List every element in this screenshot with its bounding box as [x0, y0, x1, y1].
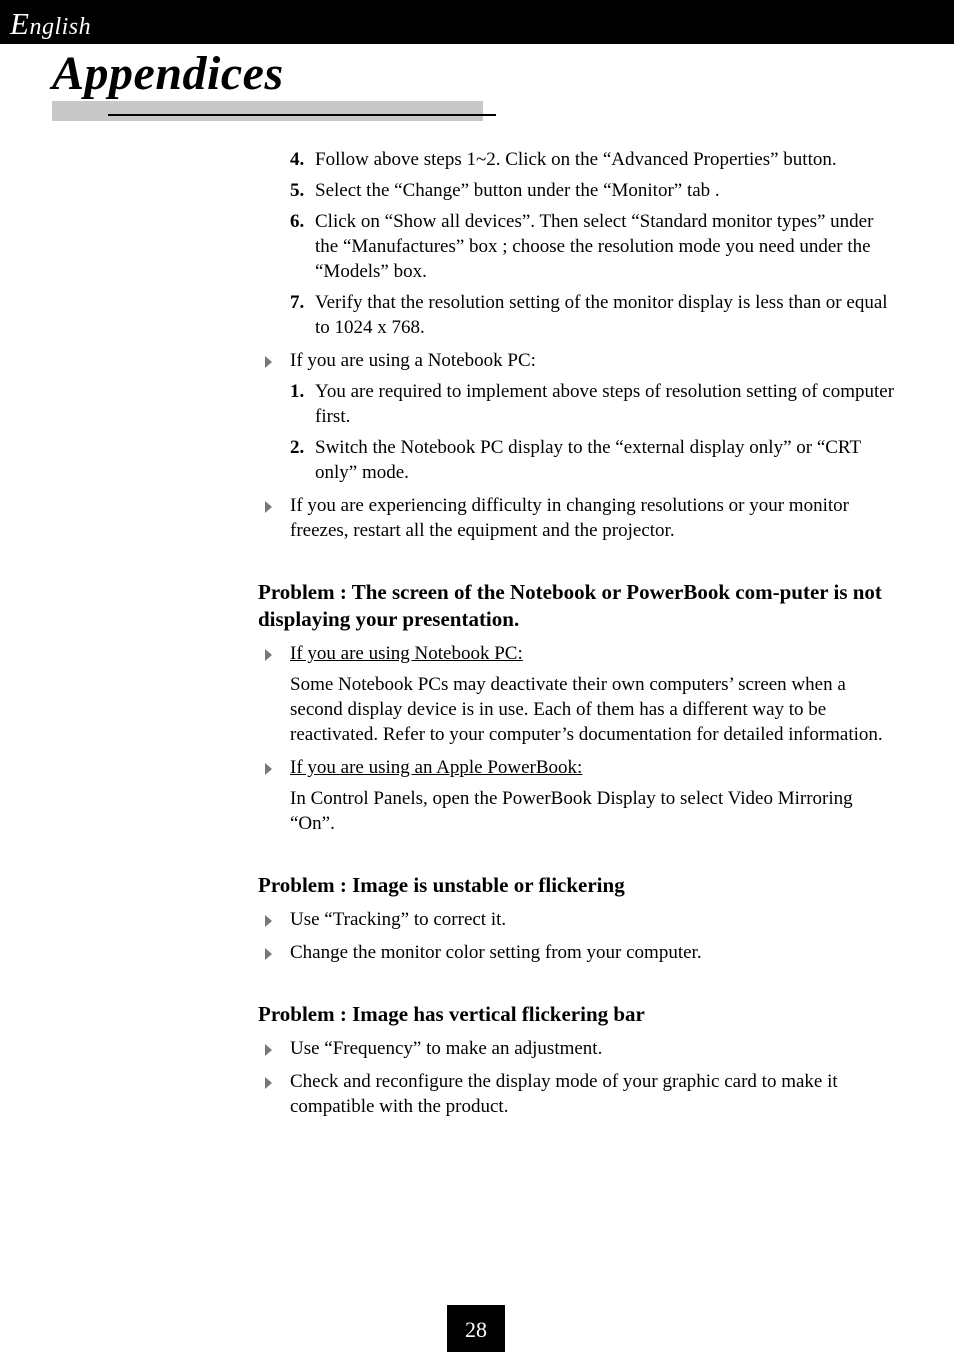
page-title: Appendices	[52, 47, 284, 100]
bullet-item: If you are using Notebook PC:	[258, 641, 898, 666]
bullet-arrow-icon	[265, 763, 272, 775]
step-item: 5. Select the “Change” button under the “Monitor” tab .	[290, 180, 720, 201]
bullet-item: If you are experiencing difficulty in changing resolutions or your monitor freezes, restart all the equipment and the projector.	[258, 493, 898, 543]
step-item: 1. You are required to implement above steps of resolution setting of computer first.	[290, 381, 895, 427]
bullet-arrow-icon	[265, 948, 272, 960]
bullet-arrow-icon	[265, 1044, 272, 1056]
bullet-arrow-icon	[265, 1077, 272, 1089]
bullet-item: Change the monitor color setting from your computer.	[258, 940, 898, 965]
header-bar	[0, 0, 954, 44]
page-number: 28	[447, 1305, 505, 1352]
bullet-item: Use “Frequency” to make an adjustment.	[258, 1036, 898, 1061]
paragraph: Some Notebook PCs may deactivate their own computers’ screen when a second display device is in use. Each of them has a different way to be reactivated. Refer to your computer’s documentation for detailed information.	[290, 674, 883, 745]
bullet-item: Use “Tracking” to correct it.	[258, 907, 898, 932]
bullet-arrow-icon	[265, 915, 272, 927]
step-item: 2. Switch the Notebook PC display to the “external display only” or “CRT only” mode.	[290, 437, 861, 483]
problem-heading: Problem : Image is unstable or flickering	[258, 873, 625, 897]
step-item: 6. Click on “Show all devices”. Then select “Standard monitor types” under the “Manufactures” box ; choose the resolution mode you need under the “Models” box.	[290, 211, 874, 282]
language-label: English	[10, 6, 92, 41]
title-underline-bar	[52, 101, 483, 121]
problem-heading: Problem : Image has vertical flickering bar	[258, 1002, 645, 1026]
step-item: 4. Follow above steps 1~2. Click on the “Advanced Properties” button.	[290, 149, 837, 170]
paragraph: In Control Panels, open the PowerBook Display to select Video Mirroring “On”.	[290, 788, 853, 834]
bullet-item: Check and reconfigure the display mode of your graphic card to make it compatible with the product.	[258, 1069, 898, 1119]
bullet-arrow-icon	[265, 501, 272, 513]
step-item: 7. Verify that the resolution setting of the monitor display is less than or equal to 1024 x 768.	[290, 292, 888, 338]
bullet-item: If you are using an Apple PowerBook:	[258, 755, 898, 780]
bullet-arrow-icon	[265, 649, 272, 661]
problem-heading: Problem : The screen of the Notebook or PowerBook com-puter is not displaying your presentation.	[258, 580, 882, 631]
bullet-arrow-icon	[265, 356, 272, 368]
main-content	[258, 147, 898, 1125]
bullet-item: If you are using a Notebook PC:	[258, 348, 898, 373]
title-rule	[108, 114, 496, 116]
